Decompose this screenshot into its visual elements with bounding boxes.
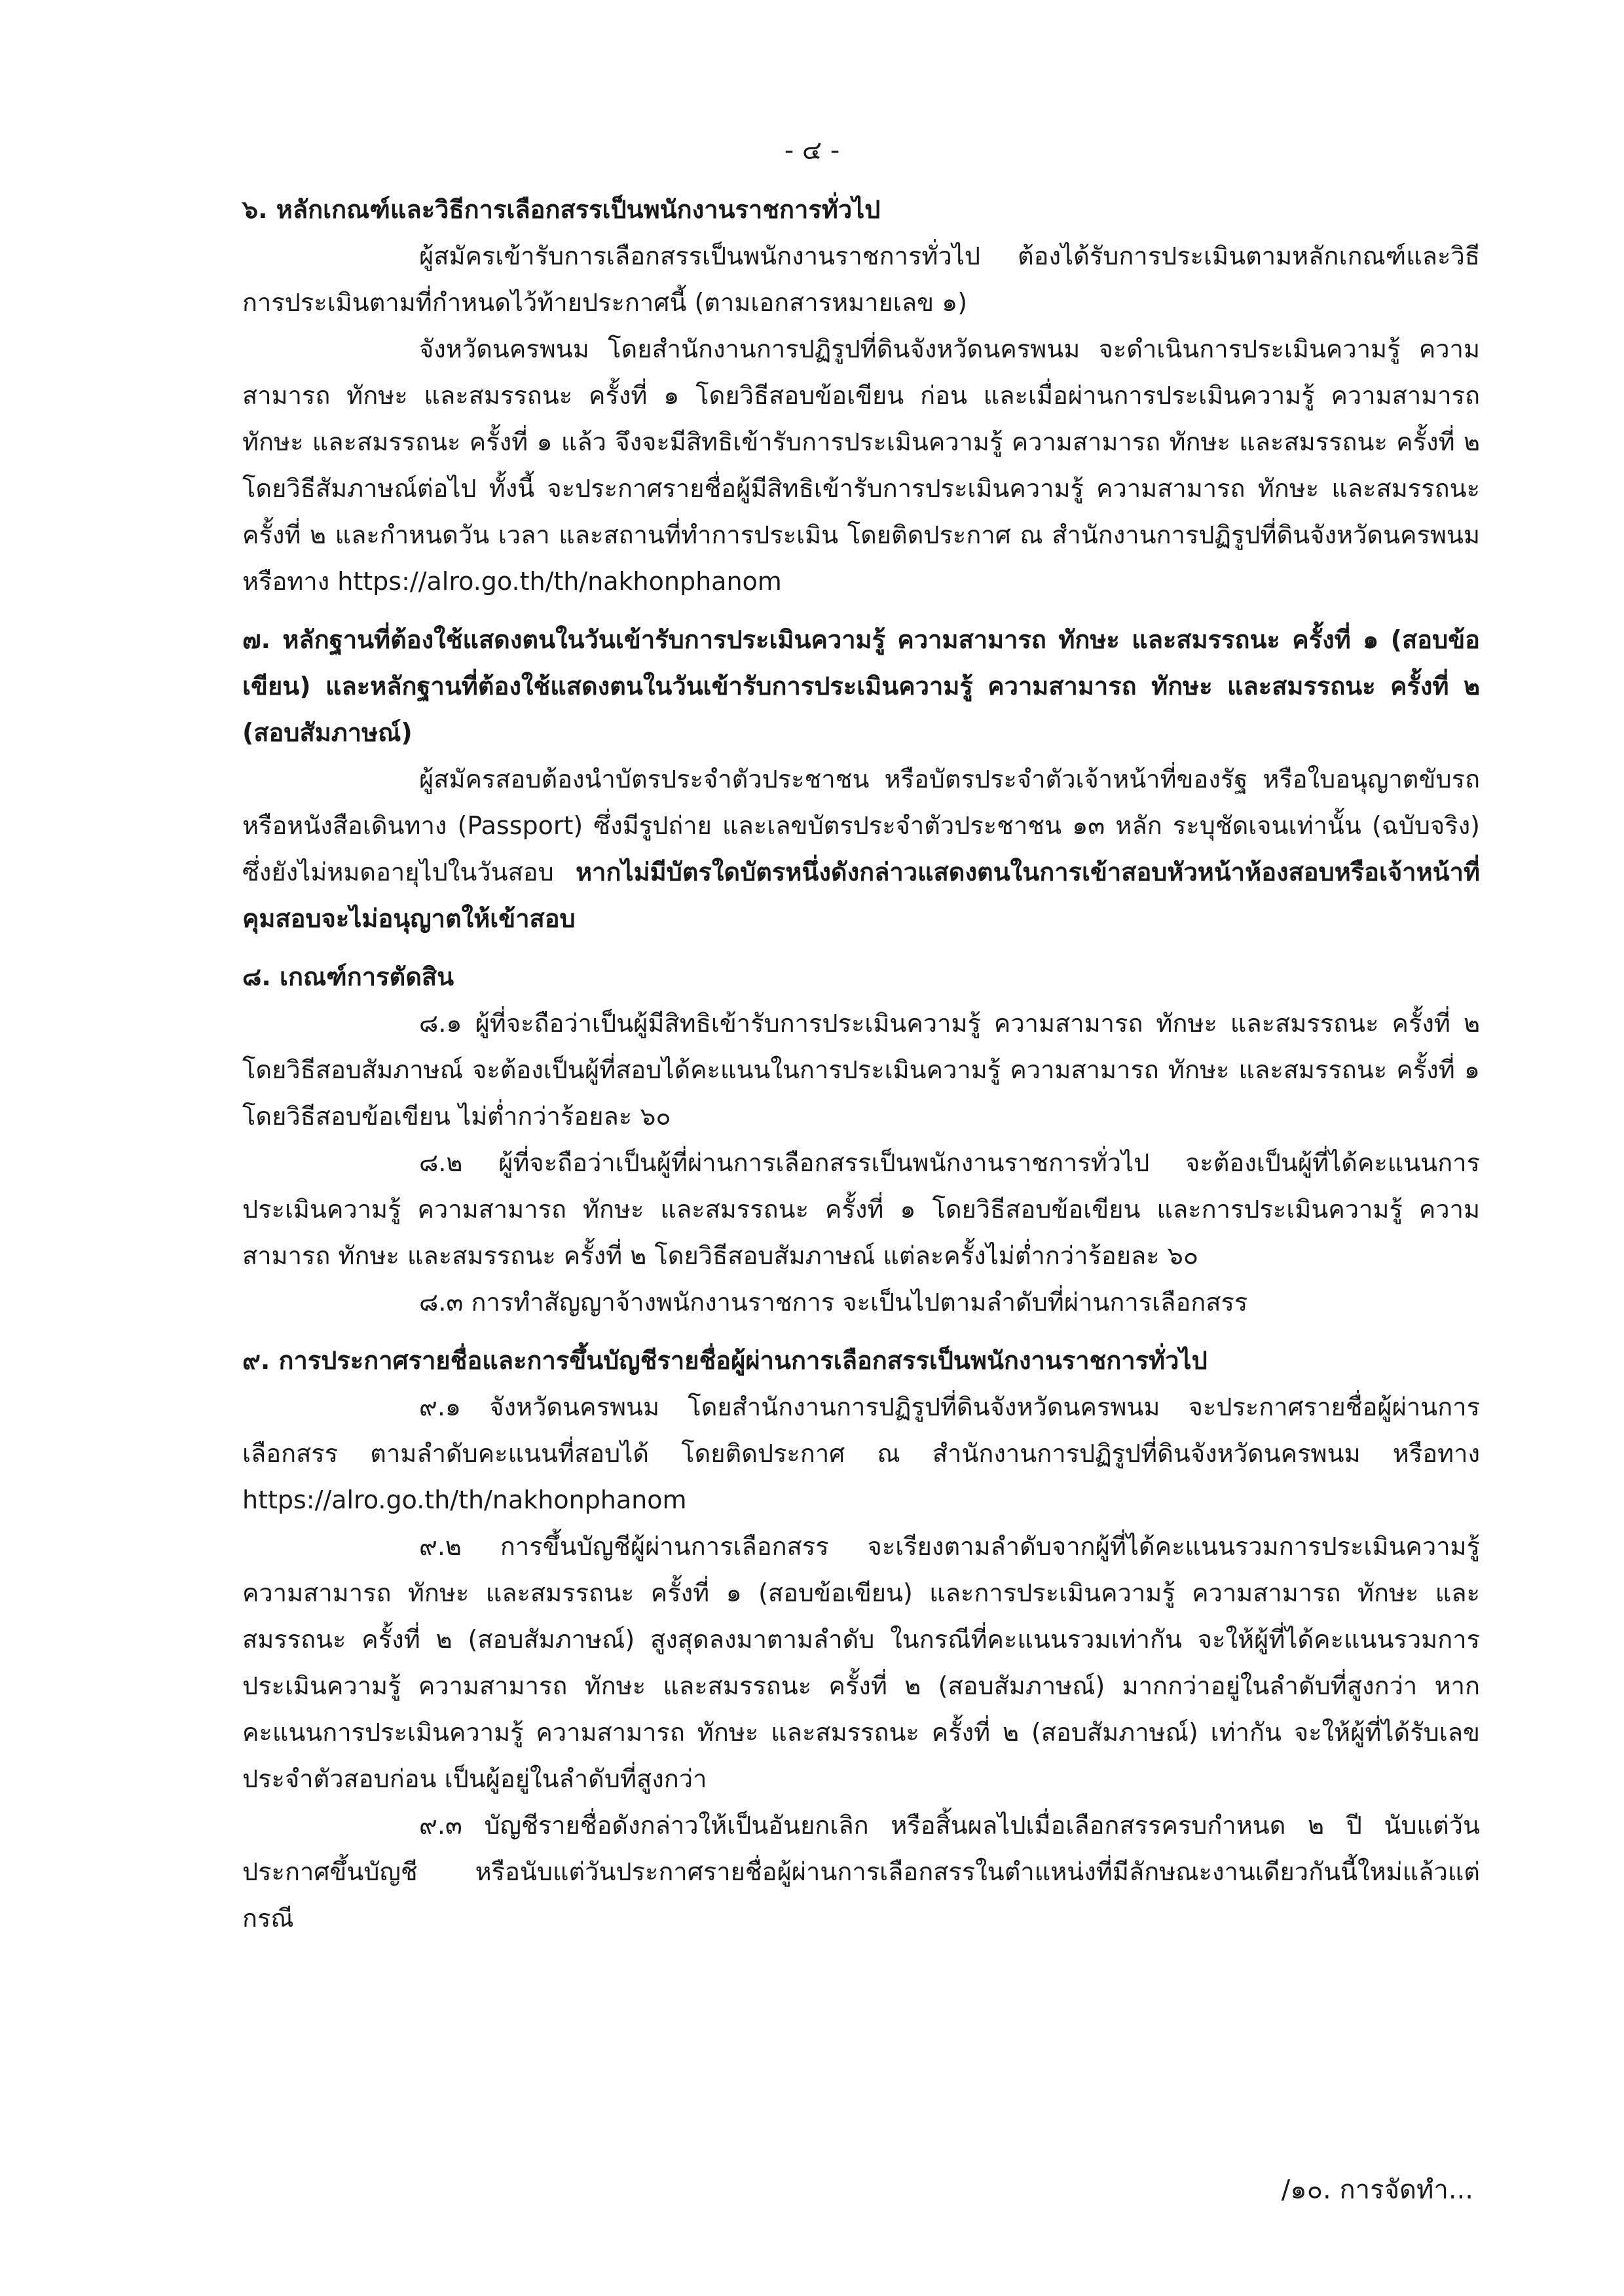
paragraph: ๘.๑ ผู้ที่จะถือว่าเป็นผู้มีสิทธิเข้ารับการประเมินความรู้ ความสามารถ ทักษะ และสมรรถนะ ครั้งที่ ๒ โดยวิธีสอบสัมภาษณ์ จะต้องเป็นผู้ที่สอบได้คะแนนในการประเมินความรู้ ความสามารถ ทักษะ และสมรรถนะ ครั้งที่ ๑ โดยวิธีสอบข้อเขียน ไม่ต่ำกว่าร้อยละ ๖๐ [242,1009,1480,1131]
paragraph: ๙.๓ บัญชีรายชื่อดังกล่าวให้เป็นอันยกเลิก หรือสิ้นผลไปเมื่อเลือกสรรครบกำหนด ๒ ปี นับแต่วันประกาศขึ้นบัญชี หรือนับแต่วันประกาศรายชื่อผู้ผ่านการเลือกสรรในตำแหน่งที่มีลักษณะงานเดียวกันนี้ใหม่แล้วแต่กรณี [242,1811,1480,1933]
paragraph: ๘.๒ ผู้ที่จะถือว่าเป็นผู้ที่ผ่านการเลือกสรรเป็นพนักงานราชการทั่วไป จะต้องเป็นผู้ที่ได้คะแนนการประเมินความรู้ ความสามารถ ทักษะ และสมรรถนะ ครั้งที่ ๑ โดยวิธีสอบข้อเขียน และการประเมินความรู้ ความสามารถ ทักษะ และสมรรถนะ ครั้งที่ ๒ โดยวิธีสอบสัมภาษณ์ แต่ละครั้งไม่ต่ำกว่าร้อยละ ๖๐ [242,1148,1480,1270]
paragraph: ๙.๑ จังหวัดนครพนม โดยสำนักงานการปฏิรูปที่ดินจังหวัดนครพนม จะประกาศรายชื่อผู้ผ่านการเลือกสรร ตามลำดับคะแนนที่สอบได้ โดยติดประกาศ ณ สำนักงานการปฏิรูปที่ดินจังหวัดนครพนม หรือทาง https://alro.go.th/th/nakhonphanom [242,1393,1480,1514]
paragraph: ผู้สมัครเข้ารับการเลือกสรรเป็นพนักงานราชการทั่วไป ต้องได้รับการประเมินตามหลักเกณฑ์และวิธีการประเมินตามที่กำหนดไว้ท้ายประกาศนี้ (ตามเอกสารหมายเลข ๑) [242,242,1480,317]
paragraph [242,756,1480,942]
paragraph: ๙.๒ การขึ้นบัญชีผู้ผ่านการเลือกสรร จะเรียงตามลำดับจากผู้ที่ได้คะแนนรวมการประเมินความรู้ ความสามารถ ทักษะ และสมรรถนะ ครั้งที่ ๑ (สอบข้อเขียน) และการประเมินความรู้ ความสามารถ ทักษะ และสมรรถนะ ครั้งที่ ๒ (สอบสัมภาษณ์) สูงสุดลงมาตามลำดับ ในกรณีที่คะแนนรวมเท่ากัน จะให้ผู้ที่ได้คะแนนรวมการประเมินความรู้ ความสามารถ ทักษะ และสมรรถนะ ครั้งที่ ๒ (สอบสัมภาษณ์) มากกว่าอยู่ในลำดับที่สูงกว่า หากคะแนนการประเมินความรู้ ความสามารถ ทักษะ และสมรรถนะ ครั้งที่ ๒ (สอบสัมภาษณ์) เท่ากัน จะให้ผู้ที่ได้รับเลขประจำตัวสอบก่อน เป็นผู้อยู่ในลำดับที่สูงกว่า [242,1532,1480,1793]
section-heading: ๖. หลักเกณฑ์และวิธีการเลือกสรรเป็นพนักงานราชการทั่วไป [242,195,881,224]
page-number: - ๔ - [784,136,840,166]
continuation-reference: /๑๐. การจัดทำ... [1281,2175,1473,2205]
section-heading: ๗. หลักฐานที่ต้องใช้แสดงตนในวันเข้ารับการประเมินความรู้ ความสามารถ ทักษะ และสมรรถนะ ครั้งที่ ๑ (สอบข้อเขียน) และหลักฐานที่ต้องใช้แสดงตนในวันเข้ารับการประเมินความรู้ ความสามารถ ทักษะ และสมรรถนะ ครั้งที่ ๒ (สอบสัมภาษณ์) [242,625,1480,747]
section-heading: ๘. เกณฑ์การตัดสิน [242,962,454,991]
section-7 [242,617,1480,942]
section-6 [242,187,1480,605]
document-body [242,187,1480,1954]
paragraph: ๘.๓ การทำสัญญาจ้างพนักงานราชการ จะเป็นไปตามลำดับที่ผ่านการเลือกสรร [419,1288,1248,1317]
paragraph-bold-text: หากไม่มีบัตรใดบัตรหนึ่งดังกล่าวแสดงตนในการเข้าสอบหัวหน้าห้องสอบหรือเจ้าหน้าที่คุมสอบจะไม่อนุญาตให้เข้าสอบ [242,858,1480,933]
section-8 [242,954,1480,1326]
paragraph-text: ผู้สมัครสอบต้องนำบัตรประจำตัวประชาชน หรือบัตรประจำตัวเจ้าหน้าที่ของรัฐ หรือใบอนุญาตขับรถหรือหนังสือเดินทาง (Passport) ซึ่งมีรูปถ่าย และเลขบัตรประจำตัวประชาชน ๑๓ หลัก ระบุชัดเจนเท่านั้น (ฉบับจริง) ซึ่งยังไม่หมดอายุไปในวันสอบ [242,765,1480,886]
section-heading: ๙. การประกาศรายชื่อและการขึ้นบัญชีรายชื่อผู้ผ่านการเลือกสรรเป็นพนักงานราชการทั่วไป [242,1346,1208,1375]
paragraph: จังหวัดนครพนม โดยสำนักงานการปฏิรูปที่ดินจังหวัดนครพนม จะดำเนินการประเมินความรู้ ความสามารถ ทักษะ และสมรรถนะ ครั้งที่ ๑ โดยวิธีสอบข้อเขียน ก่อน และเมื่อผ่านการประเมินความรู้ ความสามารถ ทักษะ และสมรรถนะ ครั้งที่ ๑ แล้ว จึงจะมีสิทธิเข้ารับการประเมินความรู้ ความสามารถ ทักษะ และสมรรถนะ ครั้งที่ ๒ โดยวิธีสัมภาษณ์ต่อไป ทั้งนี้ จะประกาศรายชื่อผู้มีสิทธิเข้ารับการประเมินความรู้ ความสามารถ ทักษะ และสมรรถนะ ครั้งที่ ๒ และกำหนดวัน เวลา และสถานที่ทำการประเมิน โดยติดประกาศ ณ สำนักงานการปฏิรูปที่ดินจังหวัดนครพนม หรือทาง https://alro.go.th/th/nakhonphanom [242,335,1480,596]
section-9 [242,1338,1480,1942]
